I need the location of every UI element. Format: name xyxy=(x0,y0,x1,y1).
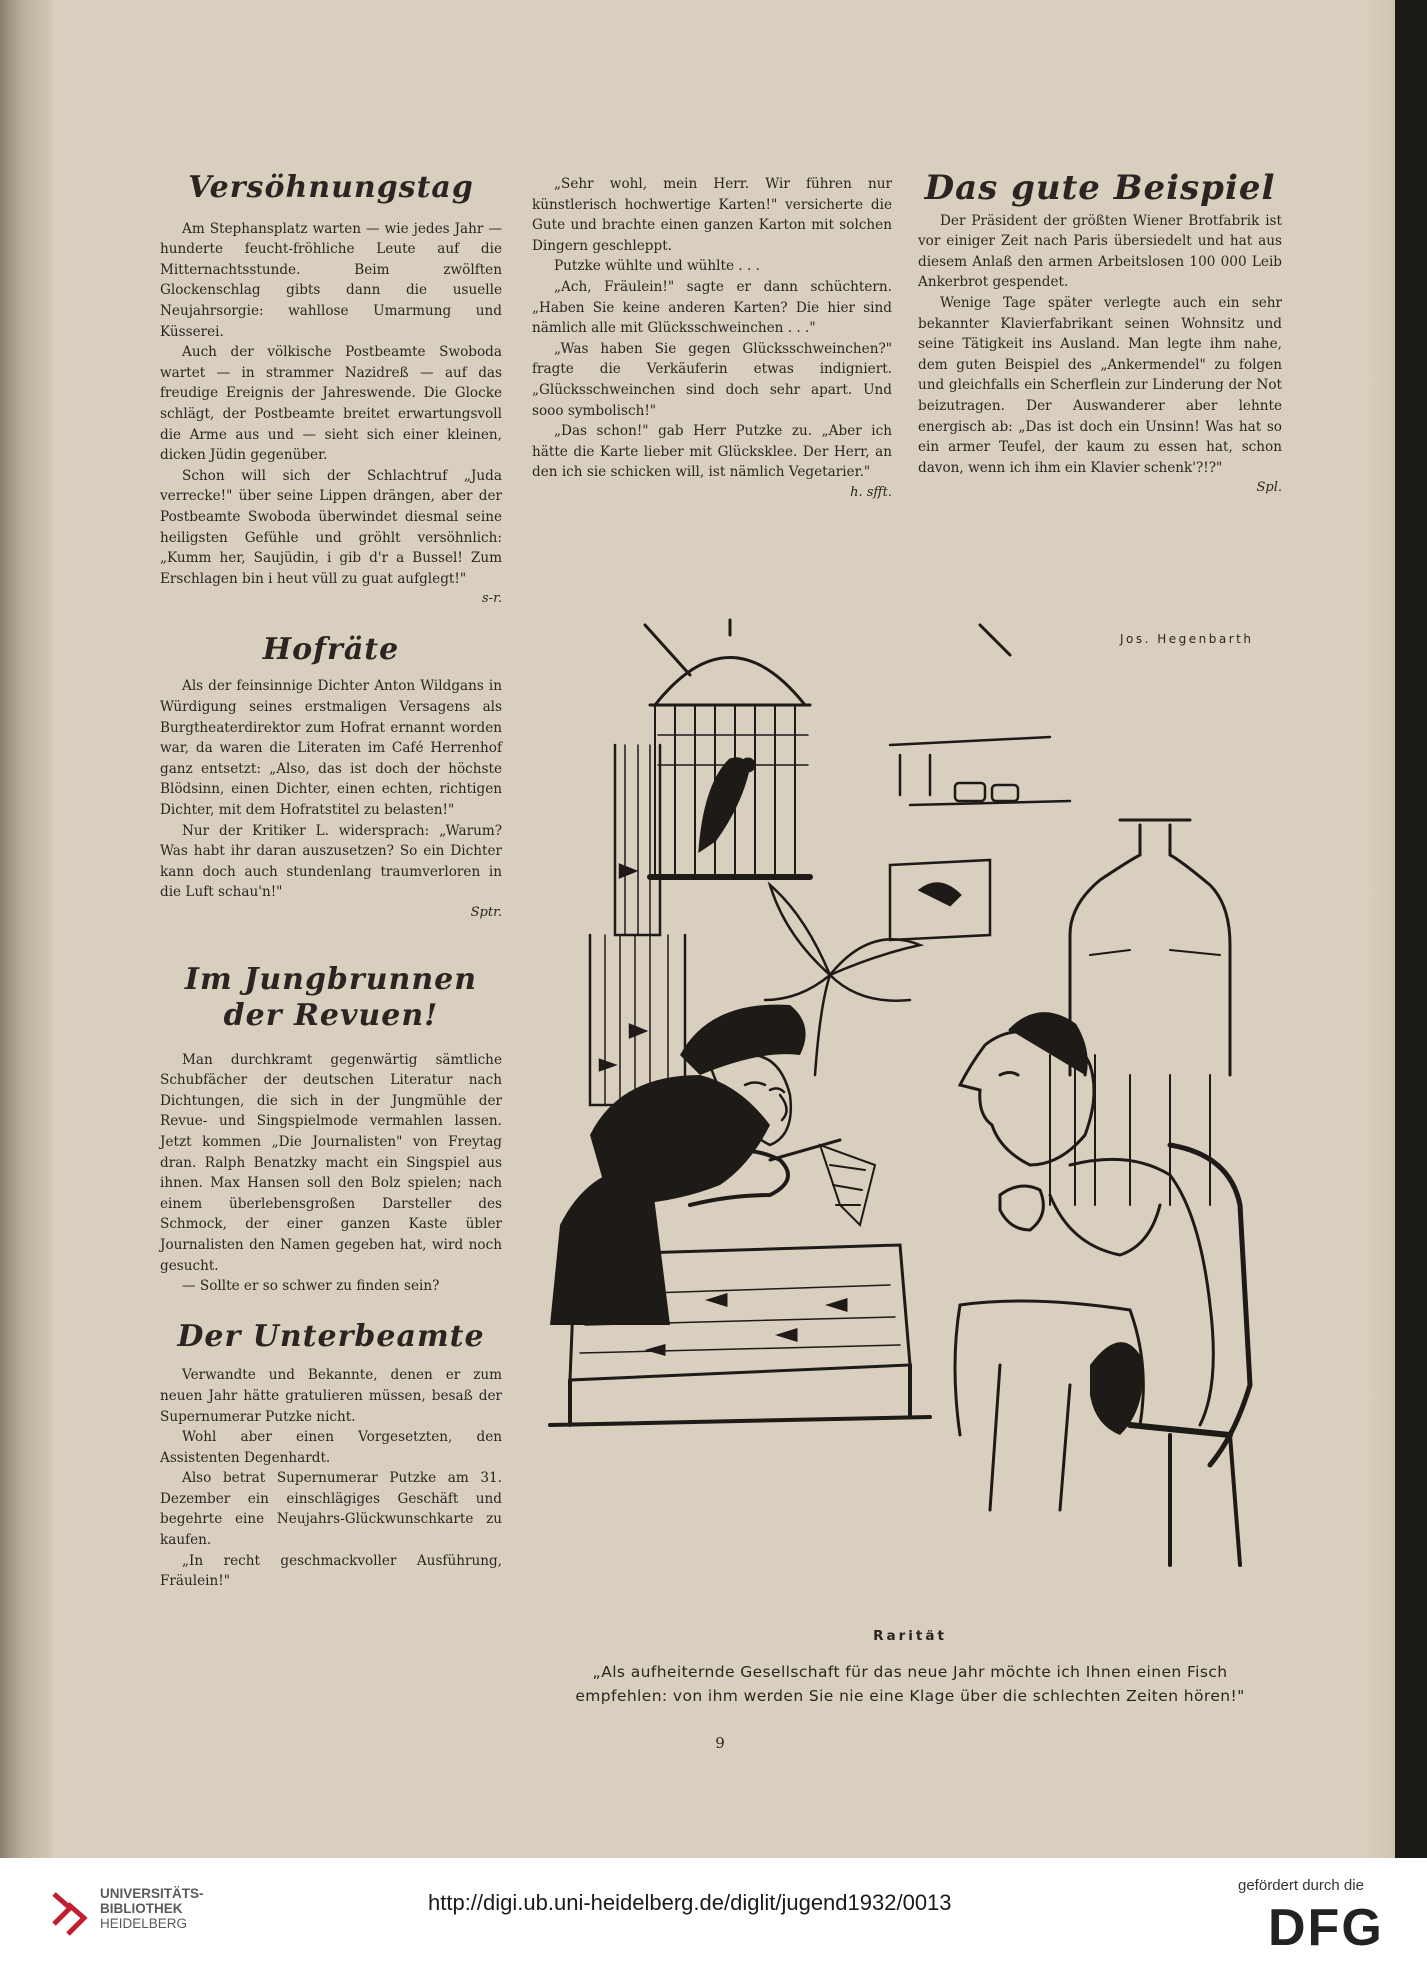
customer-figure xyxy=(955,1014,1250,1565)
shelf-icon xyxy=(890,737,1070,940)
caption-title: Rarität xyxy=(873,1628,947,1644)
paragraph: Nur der Kritiker L. widersprach: „Warum? Was habt ihr daran auszusetzen? So ein Dichter kann doch auch stundenlang traumverloren in die Luft schau'n!" xyxy=(160,822,502,901)
caption-text xyxy=(530,1660,1290,1708)
signature: Sptr. xyxy=(470,905,502,920)
heading-revuen: der Revuen! xyxy=(223,997,439,1033)
caption-line: empfehlen: von ihm werden Sie nie eine Klage über die schlechten Zeiten hören!" xyxy=(575,1687,1245,1705)
paragraph: Wohl aber einen Vorgesetzten, den Assistenten Degenhardt. xyxy=(160,1429,502,1466)
illustration-raritaet xyxy=(530,605,1290,1590)
signature: h. sfft. xyxy=(850,484,892,500)
paragraph: Also betrat Supernumerar Putzke am 31. Dezember ein einschlägiges Geschäft und begehrte eine Neujahrs-Glückwunschkarte zu kaufen. xyxy=(160,1470,502,1549)
page-number: 9 xyxy=(715,1734,725,1752)
cage-stack-icon xyxy=(590,745,685,1105)
library-name-line: HEIDELBERG xyxy=(100,1916,188,1931)
heading-hofraete: Hofräte xyxy=(262,631,400,667)
paragraph: „Was haben Sie gegen Glücksschweinchen?" fragte die Verkäuferin etwas indigniert. „Glücksschweinchen sind doch sehr apart. Und sooo symbolisch!" xyxy=(532,340,892,419)
paragraph: Als der feinsinnige Dichter Anton Wildgans in Würdigung seines erstmaligen Versagens als Burgtheaterdirektor zum Hofrat ernannt worden war, da waren die Literaten im Café Herrenhof ganz entsetzt: „Also, das ist doch der höchste Blödsinn, einen Dichter, einen echten, richtigen Dichter, mit dem Hofratstitel zu belasten!" xyxy=(160,678,502,819)
library-name-line: BIBLIOTHEK xyxy=(100,1901,183,1916)
paragraph: „Das schon!" gab Herr Putzke zu. „Aber ich hätte die Karte lieber mit Glücksklee. Der Herr, an den ich sie schicken will, ist nämlich Vegetarier." xyxy=(532,423,892,481)
heading-versoehnungstag: Versöhnungstag xyxy=(188,170,474,205)
paragraph: Auch der völkische Postbeamte Swoboda wartet — in strammer Nazidreß — auf das freudige Ereignis der Jahreswende. Die Glocke schlägt, der Postbeamte breitet erwartungsvoll die Arme aus und — sieht sich einer kleinen, dicken Jüdin gegenüber. xyxy=(160,344,502,464)
page-edge xyxy=(1365,0,1395,1858)
signature: Spl. xyxy=(1256,480,1282,496)
paragraph: — Sollte er so schwer zu finden sein? xyxy=(182,1278,440,1295)
heading-unterbeamte: Der Unterbeamte xyxy=(177,1318,485,1354)
customer-arm-fill xyxy=(1090,1342,1143,1435)
column-middle xyxy=(532,174,892,504)
heading-das-gute-beispiel: Das gute Beispiel xyxy=(924,168,1276,208)
signature: s-r. xyxy=(482,591,502,607)
university-library-logo-icon xyxy=(48,1884,90,1942)
library-name xyxy=(100,1886,204,1931)
permalink-url[interactable]: http://digi.ub.uni-heidelberg.de/diglit/jugend1932/0013 xyxy=(428,1890,952,1915)
heading-jungbrunnen: Im Jungbrunnen xyxy=(184,961,478,997)
paragraph: „In recht geschmackvoller Ausführung, Fräulein!" xyxy=(160,1552,502,1590)
ink-stroke xyxy=(645,625,690,675)
paragraph: „Ach, Fräulein!" sagte er dann schüchtern. „Haben Sie keine anderen Karten? Die hier sind nämlich alle mit Glücksschweinchen . . ." xyxy=(532,278,892,337)
artist-credit: Jos. Hegenbarth xyxy=(1120,632,1254,646)
paragraph: Man durchkramt gegenwärtig sämtliche Schubfächer der deutschen Literatur nach Dichtungen, die sich in der Jungmühle der Revue- und Singspielmode vermahlen lassen. Jetzt kommen „Die Journalisten" von Freytag dran. Ralph Benatzky macht ein Singspiel aus ihnen. Max Hansen soll den Bolz spielen; nach einem überlebensgroßen Darsteller des Schmock, der einer ganzen Kaste übler Journalisten den Namen gegeben hat, wird noch gesucht. xyxy=(160,1051,502,1274)
bird-icon xyxy=(700,759,754,850)
paragraph: Am Stephansplatz warten — wie jedes Jahr — hunderte feucht-fröhliche Leute auf die Mitternachtsstunde. Beim zwölften Glockenschlag gibts dann die usuelle Neujahrsorgie: wahllose Umarmung und Küsserei. xyxy=(160,220,502,340)
paragraph: Verwandte und Bekannte, denen er zum neuen Jahr hätte gratulieren müssen, besaß der Supernumerar Putzke nicht. xyxy=(160,1367,502,1425)
funding-note: gefördert durch die xyxy=(1238,1877,1364,1894)
paragraph: Der Präsident der größten Wiener Brotfabrik ist vor einiger Zeit nach Paris übersiedelt und hat aus diesem Anlaß den armen Arbeitslosen 100 000 Leib Ankerbrot gespendet. xyxy=(918,212,1282,291)
shopkeeper-figure xyxy=(550,1005,806,1325)
column-right xyxy=(918,168,1282,499)
paragraph: Putzke wühlte und wühlte . . . xyxy=(554,258,760,275)
jar-icon xyxy=(1050,820,1230,1205)
dfg-logo: DFG xyxy=(1268,1899,1384,1957)
paragraph: „Sehr wohl, mein Herr. Wir führen nur künstlerisch hochwertige Karten!" versicherte die Gute und brachte einen ganzen Karton mit solchen Dingern geschleppt. xyxy=(532,176,892,254)
library-name-line: UNIVERSITÄTS- xyxy=(100,1886,204,1901)
paragraph: Wenige Tage später verlegte auch ein sehr bekannter Klavierfabrikant seinen Wohnsitz und seine Tätigkeit ins Ausland. Man legte ihm nahe, dem guten Beispiel des „Ankermendel" zu folgen und gleichfalls ein Scherflein zur Linderung der Not beizutragen. Der Auswanderer aber lehnte energisch ab: „Das ist doch ein Unsinn! Was hat so ein armer Teufel, der kaum zu essen hat, schon davon, wenn ich ihm ein Klavier schenk'?!?" xyxy=(918,294,1282,476)
fish-net-icon xyxy=(820,1145,875,1225)
page-gutter xyxy=(0,0,52,1858)
column-left xyxy=(160,170,502,1592)
paragraph: Schon will sich der Schlachtruf „Juda verrecke!" über seine Lippen drängen, aber der Postbeamte Swoboda überwindet diesmal seine heiligsten Gefühle und gröhlt versöhnlich: „Kumm her, Saujüdin, i gib d'r a Bussel! Zum Erschlagen bin i heut vüll zu guat aufglegt!" xyxy=(160,467,502,587)
ink-stroke xyxy=(980,625,1010,655)
caption-line: „Als aufheiternde Gesellschaft für das neue Jahr möchte ich Ihnen einen Fisch xyxy=(592,1663,1228,1681)
